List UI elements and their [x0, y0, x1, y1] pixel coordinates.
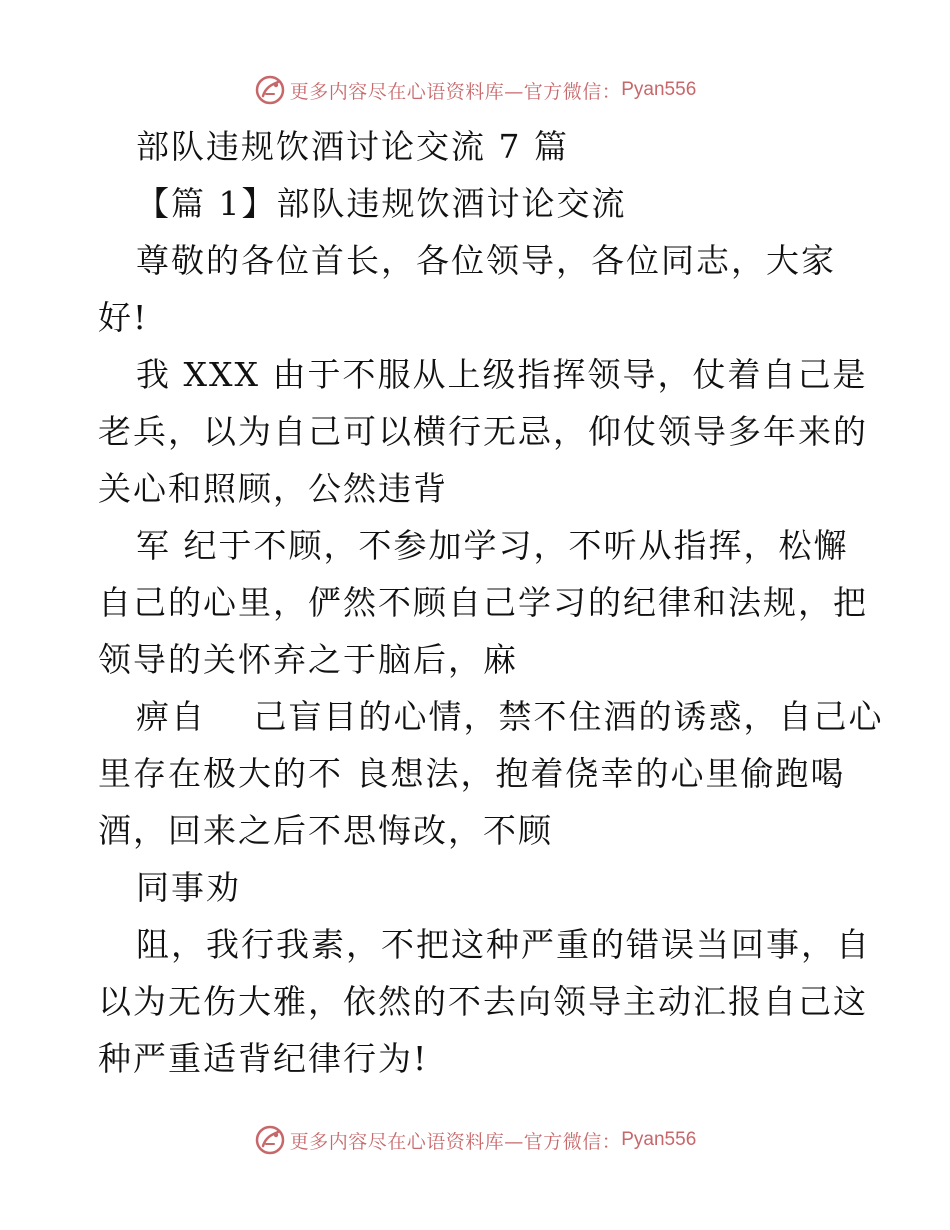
paragraph-line: 领导的关怀弃之于脑后，麻	[98, 640, 518, 679]
paragraph-line: 自己的心里，俨然不顾自己学习的纪律和法规，把	[98, 583, 868, 622]
document-body	[98, 118, 884, 1087]
paragraph-line: 同事劝	[136, 868, 241, 907]
paragraph-line: 好!	[98, 298, 149, 337]
paragraph-line: 军 纪于不顾，不参加学习，不听从指挥，松懈	[136, 526, 849, 565]
paragraph-line: 痹自 己盲目的心情，禁不住酒的诱惑，自己心	[136, 697, 884, 736]
watermark-id: Pyan556	[621, 79, 697, 100]
header-watermark	[0, 72, 950, 108]
paragraph-line: 老兵，以为自己可以横行无忌，仰仗领导多年来的	[98, 412, 868, 451]
paragraph-line: 阻，我行我素，不把这种严重的错误当回事，自	[136, 925, 871, 964]
footer-watermark	[0, 1122, 950, 1158]
paragraph-line: 以为无伤大雅，依然的不去向领导主动汇报自己这	[98, 982, 868, 1021]
paragraph-line: 我 XXX 由于不服从上级指挥领导，仗着自己是	[136, 355, 868, 394]
watermark-text: 更多内容尽在心语资料库—官方微信：	[289, 1130, 622, 1153]
document-title: 部队违规饮酒讨论交流 7 篇	[136, 127, 569, 166]
logo-icon	[254, 1124, 286, 1156]
paragraph-line: 关心和照顾，公然违背	[98, 469, 448, 508]
section-heading: 【篇 1】部队违规饮酒讨论交流	[136, 184, 627, 223]
paragraph-line: 尊敬的各位首长，各位领导，各位同志，大家	[136, 241, 836, 280]
paragraph-line: 酒，回来之后不思悔改，不顾	[98, 811, 553, 850]
paragraph-line: 种严重适背纪律行为!	[98, 1039, 429, 1078]
paragraph-line: 里存在极大的不 良想法，抱着侥幸的心里偷跑喝	[98, 754, 846, 793]
logo-icon	[254, 74, 286, 106]
watermark-text: 更多内容尽在心语资料库—官方微信：	[289, 80, 622, 103]
watermark-id: Pyan556	[621, 1129, 697, 1150]
